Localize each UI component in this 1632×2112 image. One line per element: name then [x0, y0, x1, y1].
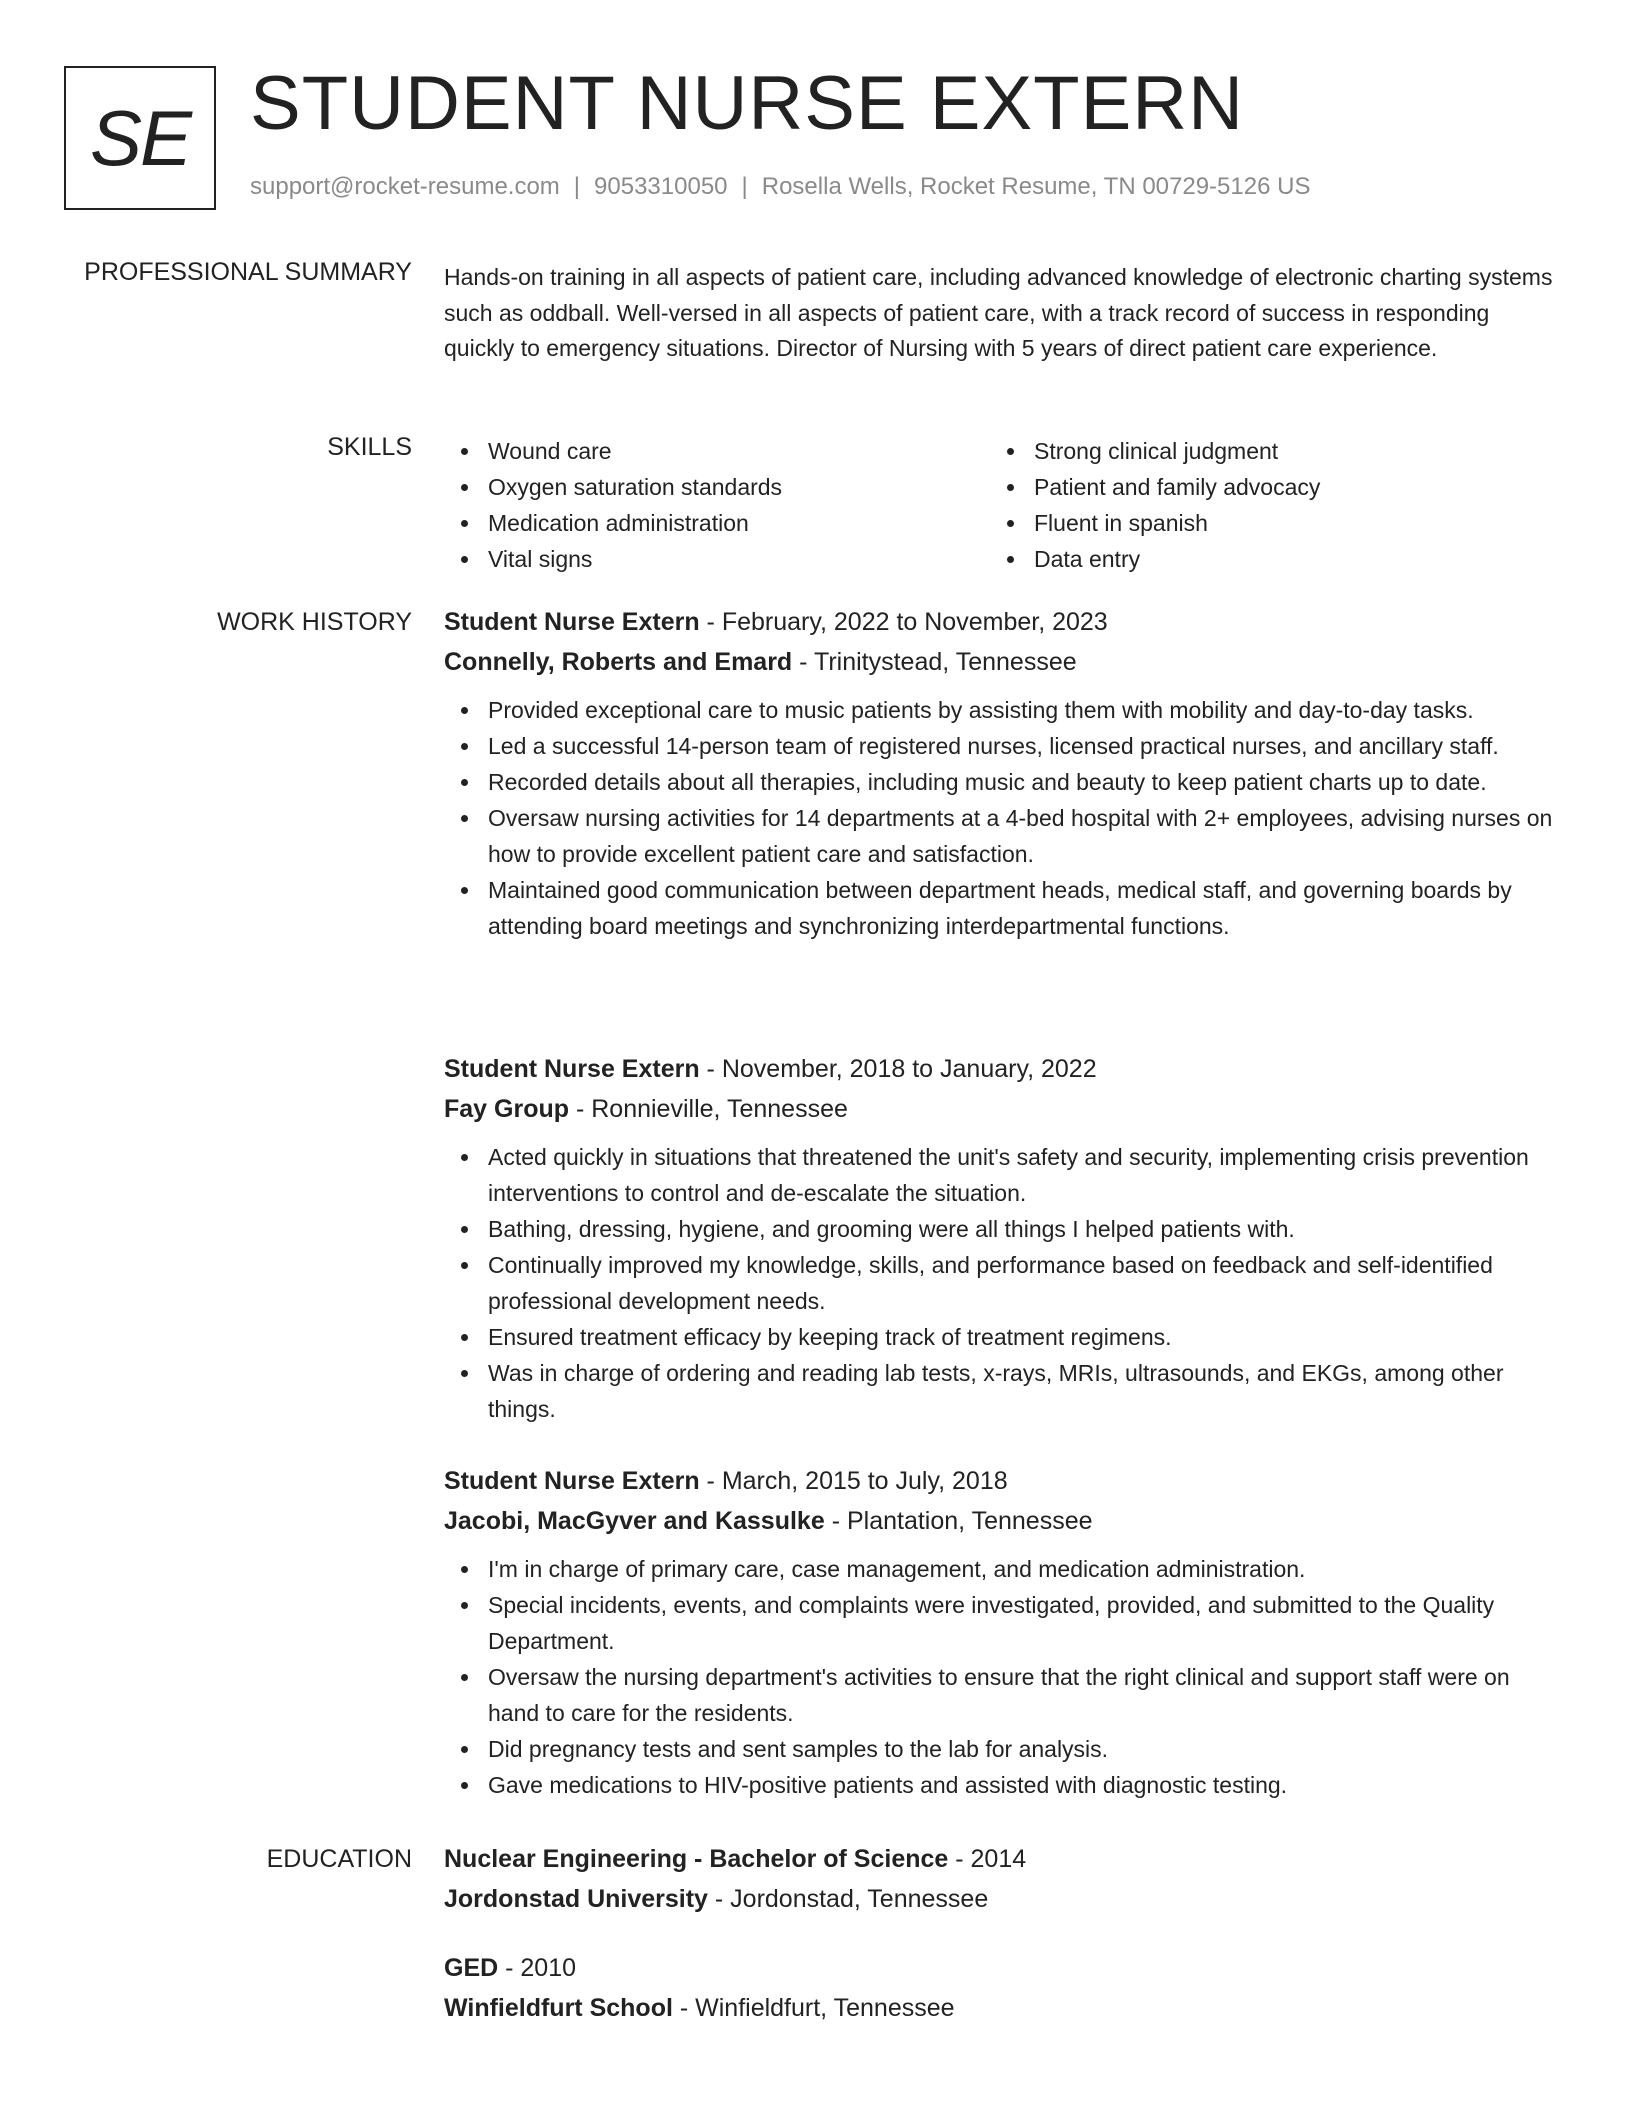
job-duty: Was in charge of ordering and reading lab tests, x-rays, MRIs, ultrasounds, and EKGs, among other things.: [444, 1355, 1564, 1427]
job-company: Fay Group: [444, 1095, 570, 1123]
contact-line: [250, 173, 1310, 201]
education-location: - Jordonstad, Tennessee: [707, 1885, 989, 1913]
education-school-line: [444, 1988, 1564, 2028]
skill-item: Medication administration: [444, 505, 990, 541]
job-title-line: [444, 1461, 1564, 1501]
job-company: Jacobi, MacGyver and Kassulke: [444, 1507, 825, 1535]
skill-item: Strong clinical judgment: [990, 433, 1536, 469]
job-duty: Oversaw the nursing department's activities to ensure that the right clinical and support staff were on hand to care for the residents.: [444, 1659, 1564, 1731]
education-school: Jordonstad University: [444, 1885, 708, 1913]
job-company-line: [444, 1089, 1564, 1129]
job-company-line: [444, 642, 1564, 682]
job-title: Student Nurse Extern: [444, 608, 700, 636]
job-entry: [444, 602, 1564, 944]
job-company-line: [444, 1501, 1564, 1541]
education-entry: [444, 1948, 1564, 2028]
job-duties: [444, 1551, 1564, 1803]
job-duties: [444, 692, 1564, 944]
resume-header: [64, 61, 1564, 210]
section-label-education: EDUCATION: [266, 1845, 412, 1873]
job-title-line: [444, 602, 1564, 642]
contact-separator: |: [573, 173, 581, 200]
education-degree: Nuclear Engineering - Bachelor of Science: [444, 1845, 949, 1873]
education-degree: GED: [444, 1954, 499, 1982]
education-entry: [444, 1839, 1564, 1919]
job-duty: Maintained good communication between department heads, medical staff, and governing boards by attending board meetings and synchronizing interdepartmental functions.: [444, 872, 1564, 944]
monogram-box: [64, 66, 216, 210]
contact-phone[interactable]: 9053310050: [594, 173, 728, 200]
skill-item: Oxygen saturation standards: [444, 469, 990, 505]
job-duty: Special incidents, events, and complaints were investigated, provided, and submitted to the Quality Department.: [444, 1587, 1564, 1659]
education-location: - Winfieldfurt, Tennessee: [672, 1994, 955, 2022]
job-company: Connelly, Roberts and Emard: [444, 648, 793, 676]
job-duty: Continually improved my knowledge, skills, and performance based on feedback and self-identified professional development needs.: [444, 1247, 1564, 1319]
job-duty: Ensured treatment efficacy by keeping track of treatment regimens.: [444, 1319, 1564, 1355]
job-dates: - November, 2018 to January, 2022: [699, 1055, 1097, 1083]
section-label-work-history: WORK HISTORY: [217, 608, 412, 636]
contact-email[interactable]: support@rocket-resume.com: [250, 173, 560, 200]
job-dates: - March, 2015 to July, 2018: [699, 1467, 1008, 1495]
job-location: - Trinitystead, Tennessee: [792, 648, 1077, 676]
job-duty: Gave medications to HIV-positive patients and assisted with diagnostic testing.: [444, 1767, 1564, 1803]
resume-title: STUDENT NURSE EXTERN: [250, 61, 1245, 146]
skills-grid: [444, 433, 1564, 577]
job-duty: I'm in charge of primary care, case management, and medication administration.: [444, 1551, 1564, 1587]
education-degree-line: [444, 1839, 1564, 1879]
monogram-initials: SE: [89, 94, 191, 182]
skill-item: Vital signs: [444, 541, 990, 577]
education-school: Winfieldfurt School: [444, 1994, 673, 2022]
job-entry: [444, 1049, 1564, 1427]
job-duties: [444, 1139, 1564, 1427]
skill-item: Patient and family advocacy: [990, 469, 1536, 505]
skills-list-right: [990, 433, 1536, 577]
job-duty: Bathing, dressing, hygiene, and grooming were all things I helped patients with.: [444, 1211, 1564, 1247]
summary-text: Hands-on training in all aspects of patient care, including advanced knowledge of electronic charting systems such as oddball. Well-versed in all aspects of patient care, with a track record of success in responding quickly to emergency situations. Director of Nursing with 5 years of direct patient care experience.: [444, 264, 1553, 361]
job-duty: Did pregnancy tests and sent samples to the lab for analysis.: [444, 1731, 1564, 1767]
job-duty: Provided exceptional care to music patients by assisting them with mobility and day-to-day tasks.: [444, 692, 1564, 728]
skills-list-left: [444, 433, 990, 577]
section-label-skills: SKILLS: [327, 433, 412, 461]
skill-item: Data entry: [990, 541, 1536, 577]
job-location: - Plantation, Tennessee: [824, 1507, 1093, 1535]
job-dates: - February, 2022 to November, 2023: [699, 608, 1108, 636]
job-title-line: [444, 1049, 1564, 1089]
skill-item: Wound care: [444, 433, 990, 469]
job-duty: Recorded details about all therapies, including music and beauty to keep patient charts up to date.: [444, 764, 1564, 800]
education-year: - 2010: [498, 1954, 577, 1982]
education-degree-line: [444, 1948, 1564, 1988]
job-location: - Ronnieville, Tennessee: [569, 1095, 848, 1123]
section-label-summary: PROFESSIONAL SUMMARY: [84, 258, 412, 286]
skill-item: Fluent in spanish: [990, 505, 1536, 541]
education-school-line: [444, 1879, 1564, 1919]
job-duty: Led a successful 14-person team of registered nurses, licensed practical nurses, and ancillary staff.: [444, 728, 1564, 764]
job-duty: Oversaw nursing activities for 14 departments at a 4-bed hospital with 2+ employees, advising nurses on how to provide excellent patient care and satisfaction.: [444, 800, 1564, 872]
job-duty: Acted quickly in situations that threatened the unit's safety and security, implementing crisis prevention interventions to control and de-escalate the situation.: [444, 1139, 1564, 1211]
contact-separator: |: [741, 173, 748, 200]
job-title: Student Nurse Extern: [444, 1055, 700, 1083]
education-year: - 2014: [948, 1845, 1027, 1873]
job-entry: [444, 1461, 1564, 1803]
job-title: Student Nurse Extern: [444, 1467, 700, 1495]
contact-address: Rosella Wells, Rocket Resume, TN 00729-5126 US: [761, 173, 1311, 200]
